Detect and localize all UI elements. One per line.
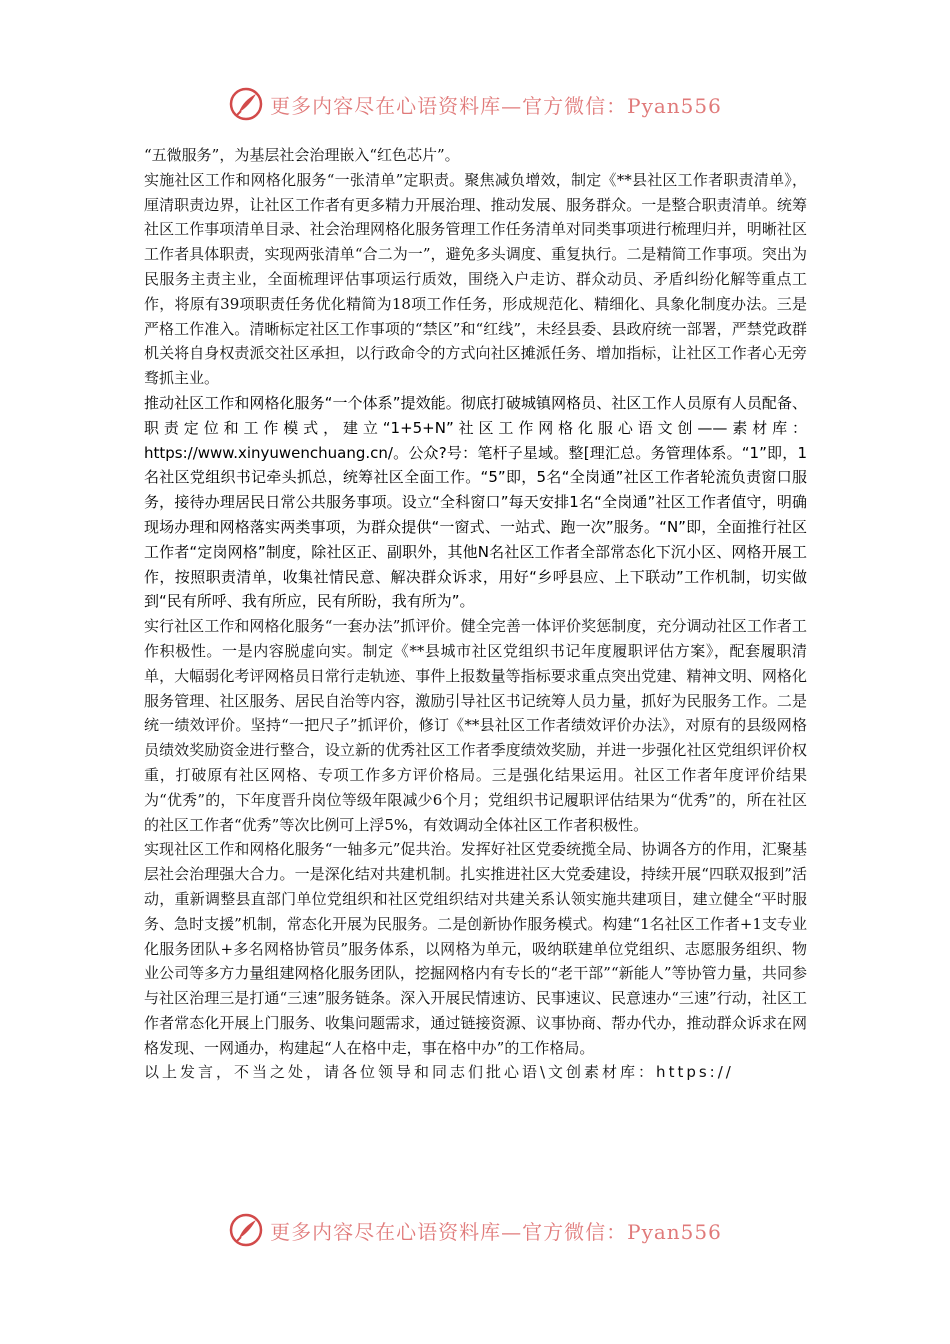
paragraph-one-method: 实行社区工作和网格化服务“一套办法”抓评价。健全完善一体评价奖惩制度，充分调动社区工作者工作积极性。一是内容脱虚向实。制定《**县城市社区党组织书记年度履职评估方案》，配套履职清单，大幅弱化考评网格员日常行走轨迹、事件上报数量等指标要求重点突出党建、精神文明、网格化服务管理、社区服务、居民自治等内容，激励引导社区书记统筹人员力量，抓好为民服务工作。二是统一绩效评价。坚持“一把尺子”抓评价，修订《**县社区工作者绩效评价办法》，对原有的县级网格员绩效奖励资金进行整合，设立新的优秀社区工作者季度绩效奖励，并进一步强化社区党组织评价权重，打破原有社区网格、专项工作多方评价格局。三是强化结果运用。社区工作者年度评价结果为“优秀”的，下年度晋升岗位等级年限减少6个月；党组织书记履职评估结果为“优秀”的，所在社区的社区工作者“优秀”等次比例可上浮5%，有效调动全体社区工作者积极性。 bbox=[144, 617, 807, 834]
quill-logo-icon bbox=[228, 1212, 264, 1248]
document-body bbox=[144, 143, 807, 1085]
footer-watermark-text: 更多内容尽在心语资料库—官方微信：Pyan556 bbox=[270, 1219, 722, 1244]
paragraph-one-list: 实施社区工作和网格化服务“一张清单”定职责。聚焦减负增效，制定《**县社区工作者职责清单》，厘清职责边界，让社区工作者有更多精力开展治理、推动发展、服务群众。一是整合职责清单。统筹社区工作事项清单目录、社会治理网格化服务管理工作任务清单对同类事项进行梳理归并，明晰社区工作者具体职责，实现两张清单“合二为一”，避免多头调度、重复执行。二是精简工作事项。突出为民服务主责主业，全面梳理评估事项运行质效，围绕入户走访、群众动员、矛盾纠纷化解等重点工作，将原有39项职责任务优化精简为18项工作任务，形成规范化、精细化、具象化制度办法。三是严格工作准入。清晰标定社区工作事项的“禁区”和“红线”，未经县委、县政府统一部署，严禁党政群机关将自身权责派交社区承担，以行政命令的方式向社区摊派任务、增加指标，让社区工作者心无旁骛抓主业。 bbox=[144, 170, 807, 388]
paragraph-closing: 以上发言，不当之处，请各位领导和同志们批心语\文创素材库：https:// bbox=[144, 1063, 734, 1082]
paragraph-one-system: 推动社区工作和网格化服务“一个体系”提效能。彻底打破城镇网格员、社区工作人员原有人员配备、职责定位和工作模式，建立“1+5+N”社区工作网格化服心语文创——素材库：https://www.xinyuwenchuang.cn/。公众?号：笔杆子星域。整[理汇总。务管理体系。“1”即，1名社区党组织书记牵头抓总，统筹社区全面工作。“5”即，5名“全岗通”社区工作者轮流负责窗口服务，接待办理居民日常公共服务事项。设立“全科窗口”每天安排1名“全岗通”社区工作者值守，明确现场办理和网格落实两类事项，为群众提供“一窗式、一站式、跑一次”服务。“N”即，全面推行社区工作者“定岗网格”制度，除社区正、副职外，其他N名社区工作者全部常态化下沉小区、网格开展工作，按照职责清单，收集社情民意、解决群众诉求，用好“乡呼县应、上下联动”工作机制，切实做到“民有所呼、我有所应，民有所盼，我有所为”。 bbox=[144, 393, 807, 611]
paragraph-intro-tail: “五微服务”，为基层社会治理嵌入“红色芯片”。 bbox=[144, 146, 460, 164]
header-watermark-banner bbox=[0, 84, 950, 124]
paragraph-one-axis: 实现社区工作和网格化服务“一轴多元”促共治。发挥好社区党委统揽全局、协调各方的作用，汇聚基层社会治理强大合力。一是深化结对共建机制。扎实推进社区大党委建设，持续开展“四联双报到”活动，重新调整县直部门单位党组织和社区党组织结对共建关系认领实施共建项目，建立健全“平时服务、急时支援”机制，常态化开展为民服务。二是创新协作服务模式。构建“1名社区工作者+1支专业化服务团队+多名网格协管员”服务体系，以网格为单元，吸纳联建单位党组织、志愿服务组织、物业公司等多方力量组建网格化服务团队，挖掘网格内有专长的“老干部”“新能人”等协管力量，共同参与社区治理三是打通“三速”服务链条。深入开展民情速访、民事速议、民意速办“三速”行动，社区工作者常态化开展上门服务、收集问题需求，通过链接资源、议事协商、帮办代办，推动群众诉求在网格发现、一网通办，构建起“人在格中走，事在格中办”的工作格局。 bbox=[144, 840, 807, 1057]
quill-logo-icon bbox=[228, 86, 264, 122]
footer-watermark-banner bbox=[0, 1210, 950, 1250]
header-watermark-text: 更多内容尽在心语资料库—官方微信：Pyan556 bbox=[270, 93, 722, 118]
